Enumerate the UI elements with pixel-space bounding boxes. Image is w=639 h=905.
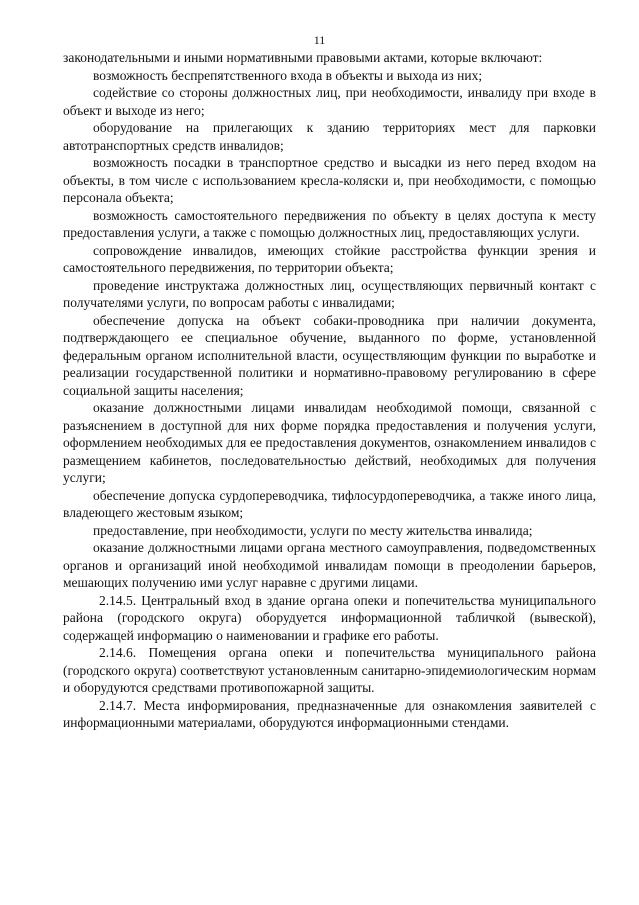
list-item-parking: оборудование на прилегающих к зданию территориях мест для парковки автотранспортных средств инвалидов; — [63, 120, 596, 153]
list-item-sign-interpreter: обеспечение допуска сурдопереводчика, тифлосурдопереводчика, а также иного лица, владеющего жестовым языком; — [63, 487, 596, 520]
section-2-14-5: 2.14.5. Центральный вход в здание органа опеки и попечительства муниципального района (городского округа) оборудуется информационной табличкой (вывеской), содержащей информацию о наименовании и графике его работы. — [63, 592, 596, 643]
list-item-staff-briefing: проведение инструктажа должностных лиц, осуществляющих первичный контакт с получателями услуги, по вопросам работы с инвалидами; — [63, 277, 596, 310]
list-item-independent-movement: возможность самостоятельного передвижения по объекту в целях доступа к месту предоставления услуги, а также с помощью должностных лиц, предоставляющих услуги. — [63, 207, 596, 240]
list-item-entry-exit: возможность беспрепятственного входа в объекты и выхода из них; — [93, 67, 483, 83]
section-2-14-6: 2.14.6. Помещения органа опеки и попечительства муниципального района (городского округа) соответствуют установленным санитарно-эпидемиологическим нормам и оборудуются средствами противопожарной защиты. — [63, 645, 596, 695]
section-2-14-7: 2.14.7. Места информирования, предназначенные для ознакомления заявителей с информационными материалами, оборудуются информационными стендами. — [63, 697, 596, 730]
list-item-transport-boarding: возможность посадки в транспортное средство и высадки из него перед входом на объекты, в том числе с использованием кресла-коляски и, при необходимости, с помощью персонала объекта; — [63, 155, 596, 205]
list-item-home-service: предоставление, при необходимости, услуги по месту жительства инвалида; — [93, 522, 533, 538]
paragraph-intro: законодательными и иными нормативными правовыми актами, которые включают: — [63, 50, 543, 65]
list-item-escort: сопровождение инвалидов, имеющих стойкие расстройства функции зрения и самостоятельного передвижения, по территории объекта; — [63, 242, 596, 275]
list-item-barrier-help: оказание должностными лицами органа местного самоуправления, подведомственных органов и организаций иной необходимой инвалидам помощи в преодолении барьеров, мешающих получению ими услуг наравне с другими лицами. — [63, 540, 596, 590]
document-body — [63, 49, 596, 732]
page-number: 11 — [313, 33, 326, 47]
list-item-staff-assistance: содействие со стороны должностных лиц, при необходимости, инвалиду при входе в объект и выходе из него; — [63, 85, 596, 118]
list-item-staff-help: оказание должностными лицами инвалидам необходимой помощи, связанной с разъяснением в доступной для них форме порядка предоставления и получения услуги, оформлением необходимых для ее предоставления документов, ознакомлением инвалидов с размещением кабинетов, последовательностью действий, необходимых для получения услуги; — [63, 400, 596, 485]
list-item-guide-dog: обеспечение допуска на объект собаки-проводника при наличии документа, подтверждающего ее специальное обучение, выданного по форме, установленной федеральным органом исполнительной власти, осуществляющим функции по выработке и реализации государственной политики и нормативно-правовому регулированию в сфере социальной защиты населения; — [63, 312, 596, 398]
